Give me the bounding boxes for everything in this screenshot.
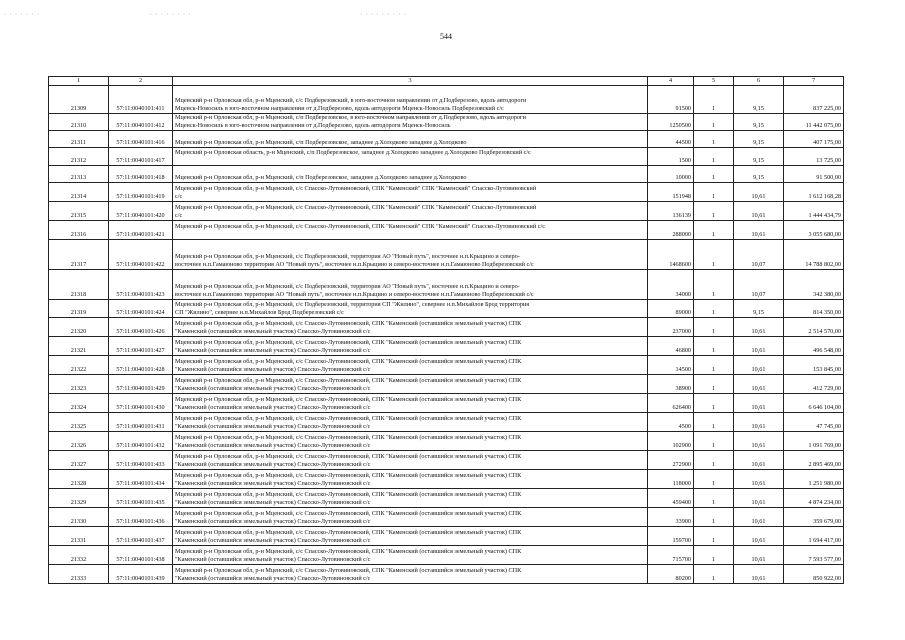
cadastral-number: 57:11:0040101:439 — [109, 565, 173, 584]
cadastral-number: 57:11:0040101:420 — [109, 202, 173, 221]
parcel-number: 21331 — [49, 527, 109, 546]
parcel-address — [173, 375, 648, 394]
parcel-address — [173, 565, 648, 584]
table-header-row — [49, 77, 844, 86]
parcel-address — [173, 470, 648, 489]
cadastral-number: 57:11:0040101:424 — [109, 300, 173, 318]
scan-noise-mid: · · · · · · · · — [150, 12, 192, 18]
parcel-number: 21326 — [49, 432, 109, 451]
parcel-number: 21313 — [49, 166, 109, 183]
address-line-2: "Каменский (оставшийся земельный участок) Спасско-Лутовиновский с/с — [175, 537, 371, 544]
parcel-address — [173, 527, 648, 546]
parcel-number: 21310 — [49, 114, 109, 131]
parcel-address — [173, 489, 648, 508]
cadastral-value: 4 874 234,00 — [784, 489, 844, 508]
parcel-count: 1 — [694, 148, 734, 166]
address-line-2: "Каменский (оставшийся земельный участок) Спасско-Лутовиновский с/с — [175, 385, 371, 392]
parcel-address — [173, 432, 648, 451]
table-row — [49, 394, 844, 413]
address-line-1: Мценский р-н Орловская обл, р-н Мценский, с/с Спасско-Лутовиновский, СПК "Каменский (оставшийся земельный участок) СПК — [175, 548, 522, 555]
parcel-address — [173, 240, 648, 270]
cadastral-rate: 10,61 — [734, 202, 784, 221]
cadastral-value: 153 845,00 — [784, 356, 844, 375]
address-line-2: восточнее н.п.Гамаюново территория АО "Новый путь", восточнее н.п.Крыцино и северо-восточнее н.п.Гамаюново Подберезовский с/с — [175, 291, 534, 298]
parcel-address — [173, 451, 648, 470]
cadastral-rate: 10,61 — [734, 470, 784, 489]
parcel-number: 21327 — [49, 451, 109, 470]
cadastral-value: 1 251 980,00 — [784, 470, 844, 489]
column-header: 2 — [109, 77, 173, 86]
address-line-2: "Каменский (оставшийся земельный участок) Спасско-Лутовиновский с/с — [175, 556, 371, 563]
address-line-1: Мценский р-н Орловская обл, р-н Мценский, с/с Спасско-Лутовиновский, СПК "Каменский (оставшийся земельный участок) СПК — [175, 567, 522, 574]
column-header: 6 — [734, 77, 784, 86]
address-line-1: Мценский р-н Орловская обл, р-н Мценский, с/с Спасско-Лутовиновский, СПК "Каменский (оставшийся земельный участок) СПК — [175, 529, 522, 536]
cadastral-rate: 10,07 — [734, 240, 784, 270]
address-line-2 — [175, 157, 645, 165]
parcel-area: 715700 — [648, 546, 694, 565]
address-line-1: Мценский р-н Орловская обл, р-н Мценский, с/с Спасско-Лутовиновский, СПК "Каменский (оставшийся земельный участок) СПК — [175, 434, 522, 441]
parcel-address — [173, 114, 648, 131]
address-line-1: Мценский р-н Орловская обл, р-н Мценский, с/с Спасско-Лутовиновский, СПК "Каменский (оставшийся земельный участок) СПК — [175, 339, 522, 346]
cadastral-rate: 10,61 — [734, 565, 784, 584]
cadastral-value: 11 442 075,00 — [784, 114, 844, 131]
parcel-number: 21330 — [49, 508, 109, 527]
parcel-count: 1 — [694, 337, 734, 356]
parcel-number: 21309 — [49, 86, 109, 114]
address-line-1: Мценский р-н Орловская обл, р-н Мценский, с/с Спасско-Лутовиновский, СПК "Каменский (оставшийся земельный участок) СПК — [175, 453, 522, 460]
address-line-1 — [175, 131, 645, 139]
parcel-address — [173, 413, 648, 432]
address-line-1: Мценский р-н Орловская область, р-н Мценский, с/п Подберезовское, западнее д.Холодково западнее д.Холодково Подберезовский с/с — [175, 149, 531, 156]
cadastral-number: 57:11:0040101:434 — [109, 470, 173, 489]
cadastral-number: 57:11:0040101:437 — [109, 527, 173, 546]
parcel-count: 1 — [694, 546, 734, 565]
parcel-number: 21325 — [49, 413, 109, 432]
parcel-address — [173, 86, 648, 114]
cadastral-value: 2 514 570,00 — [784, 318, 844, 337]
parcel-count: 1 — [694, 394, 734, 413]
parcel-area: 288000 — [648, 221, 694, 240]
parcel-area: 38900 — [648, 375, 694, 394]
address-line-2: "Каменский (оставшийся земельный участок) Спасско-Лутовиновский с/с — [175, 499, 371, 506]
parcel-address — [173, 166, 648, 183]
cadastral-rate: 9,15 — [734, 86, 784, 114]
cadastral-value: 1 612 168,28 — [784, 183, 844, 202]
address-line-2 — [175, 231, 645, 239]
cadastral-rate: 10,61 — [734, 356, 784, 375]
table-row — [49, 489, 844, 508]
parcel-count: 1 — [694, 489, 734, 508]
table-row — [49, 166, 844, 183]
cadastral-number: 57:11:0040101:427 — [109, 337, 173, 356]
address-line-2: "Каменский (оставшийся земельный участок) Спасско-Лутовиновский с/с — [175, 328, 371, 335]
column-header: 3 — [173, 77, 648, 86]
land-parcels-table — [48, 76, 844, 584]
address-line-1: Мценский р-н Орловская обл, р-н Мценский, с/с Спасско-Лутовиновский, СПК "Каменский (оставшийся земельный участок) СПК — [175, 358, 522, 365]
cadastral-value: 1 444 434,79 — [784, 202, 844, 221]
table-row — [49, 375, 844, 394]
cadastral-value: 2 895 469,00 — [784, 451, 844, 470]
parcel-count: 1 — [694, 356, 734, 375]
parcel-number: 21321 — [49, 337, 109, 356]
parcel-number: 21319 — [49, 300, 109, 318]
cadastral-number: 57:11:0040101:418 — [109, 166, 173, 183]
address-line-1: Мценский р-н Орловская обл, р-н Мценский, с/с Спасско-Лутовиновский, СПК "Каменский (оставшийся земельный участок) СПК — [175, 415, 522, 422]
cadastral-value: 850 922,00 — [784, 565, 844, 584]
table-row — [49, 413, 844, 432]
parcel-count: 1 — [694, 527, 734, 546]
address-line-2: Мценский р-н Орловская обл, р-н Мценский, с/п Подберезовское, западнее д.Холодково западнее д.Холодково — [175, 174, 467, 181]
parcel-area: 91500 — [648, 86, 694, 114]
parcel-count: 1 — [694, 375, 734, 394]
parcel-number: 21322 — [49, 356, 109, 375]
address-line-2: "Каменский (оставшийся земельный участок) Спасско-Лутовиновский с/с — [175, 461, 371, 468]
parcel-number: 21317 — [49, 240, 109, 270]
cadastral-number: 57:11:0040101:436 — [109, 508, 173, 527]
cadastral-rate: 9,15 — [734, 131, 784, 148]
address-line-2: "Каменский (оставшийся земельный участок) Спасско-Лутовиновский с/с — [175, 575, 371, 582]
parcel-count: 1 — [694, 432, 734, 451]
parcel-number: 21315 — [49, 202, 109, 221]
cadastral-rate: 9,15 — [734, 114, 784, 131]
parcel-area: 46800 — [648, 337, 694, 356]
cadastral-rate: 10,61 — [734, 183, 784, 202]
parcel-number: 21333 — [49, 565, 109, 584]
column-header: 1 — [49, 77, 109, 86]
cadastral-value: 359 679,00 — [784, 508, 844, 527]
table-row — [49, 300, 844, 318]
parcel-count: 1 — [694, 183, 734, 202]
address-line-1: Мценский р-н Орловская обл, р-н Мценский, с/с Подберезовский, территория АО "Новый путь", восточнее н.п.Крыцино и северо- — [175, 283, 520, 290]
parcel-count: 1 — [694, 451, 734, 470]
cadastral-rate: 10,61 — [734, 546, 784, 565]
parcel-number: 21320 — [49, 318, 109, 337]
address-line-2: СП "Жилино", севернее н.п.Михайлов Брод Подберезовский с/с — [175, 309, 344, 316]
address-line-1: Мценский р-н Орловская обл, р-н Мценский, с/с Спасско-Лутовиновский, СПК "Каменский (оставшийся земельный участок) СПК — [175, 491, 522, 498]
cadastral-number: 57:11:0040101:430 — [109, 394, 173, 413]
cadastral-value: 14 788 802,00 — [784, 240, 844, 270]
cadastral-number: 57:11:0040101:417 — [109, 148, 173, 166]
table-row — [49, 546, 844, 565]
parcel-count: 1 — [694, 202, 734, 221]
cadastral-rate: 10,61 — [734, 337, 784, 356]
parcel-count: 1 — [694, 508, 734, 527]
table-row — [49, 183, 844, 202]
cadastral-value: 47 745,00 — [784, 413, 844, 432]
address-line-1: Мценский р-н Орловская обл, р-н Мценский, с/с Спасско-Лутовиновский, СПК "Каменский" СПК "Каменский" Спасско-Лутовиновский — [175, 185, 537, 192]
address-line-2: "Каменский (оставшийся земельный участок) Спасско-Лутовиновский с/с — [175, 347, 371, 354]
parcel-address — [173, 546, 648, 565]
table-row — [49, 356, 844, 375]
cadastral-value: 3 055 680,00 — [784, 221, 844, 240]
cadastral-rate: 10,61 — [734, 318, 784, 337]
parcel-area: 14500 — [648, 356, 694, 375]
parcel-count: 1 — [694, 565, 734, 584]
table-row — [49, 114, 844, 131]
cadastral-value: 837 225,00 — [784, 86, 844, 114]
address-line-2: восточнее н.п.Гамаюново территория АО "Новый путь", восточнее н.п.Крыцино и северо-восточнее н.п.Гамаюново Подберезовский с/с — [175, 261, 534, 268]
scan-noise-left: · · · · · · · — [4, 12, 40, 18]
address-line-1: Мценский р-н Орловская обл, р-н Мценский, с/с Подберезовский, территория СП "Жилино", севернее н.п.Михайлов Брод территория — [175, 301, 530, 308]
cadastral-rate: 9,15 — [734, 166, 784, 183]
address-line-1: Мценский р-н Орловская обл, р-н Мценский, с/с Подберезовский, территория АО "Новый путь", восточнее н.п.Крыцино и северо- — [175, 253, 520, 260]
table-row — [49, 131, 844, 148]
parcel-count: 1 — [694, 413, 734, 432]
address-line-2: "Каменский (оставшийся земельный участок) Спасско-Лутовиновский с/с — [175, 480, 371, 487]
parcel-number: 21311 — [49, 131, 109, 148]
cadastral-rate: 10,61 — [734, 451, 784, 470]
parcel-count: 1 — [694, 300, 734, 318]
column-header: 4 — [648, 77, 694, 86]
table-row — [49, 240, 844, 270]
cadastral-number: 57:11:0040101:432 — [109, 432, 173, 451]
parcel-area: 34000 — [648, 270, 694, 300]
parcel-area: 118000 — [648, 470, 694, 489]
address-line-2: "Каменский (оставшийся земельный участок) Спасско-Лутовиновский с/с — [175, 518, 371, 525]
table-row — [49, 337, 844, 356]
parcel-count: 1 — [694, 114, 734, 131]
parcel-area: 33900 — [648, 508, 694, 527]
parcel-address — [173, 337, 648, 356]
parcel-address — [173, 318, 648, 337]
address-line-2: с/с — [175, 193, 183, 200]
address-line-1: Мценский р-н Орловская обл, р-н Мценский, с/с Спасско-Лутовиновский, СПК "Каменский" СПК "Каменский" Спасско-Лутовиновский — [175, 204, 537, 211]
parcel-address — [173, 148, 648, 166]
parcel-area: 1250500 — [648, 114, 694, 131]
cadastral-number: 57:11:0040101:429 — [109, 375, 173, 394]
cadastral-value: 1 694 417,00 — [784, 527, 844, 546]
address-line-1: Мценский р-н Орловская обл, р-н Мценский, с/с Спасско-Лутовиновский, СПК "Каменский" СПК "Каменский" Спасско-Лутовиновский с/с — [175, 223, 545, 230]
parcel-area: 237000 — [648, 318, 694, 337]
table-row — [49, 86, 844, 114]
cadastral-number: 57:11:0040101:412 — [109, 114, 173, 131]
cadastral-number: 57:11:0040101:419 — [109, 183, 173, 202]
table-row — [49, 432, 844, 451]
parcel-count: 1 — [694, 131, 734, 148]
table-row — [49, 565, 844, 584]
cadastral-value: 13 725,00 — [784, 148, 844, 166]
parcel-count: 1 — [694, 318, 734, 337]
parcel-area: 459400 — [648, 489, 694, 508]
cadastral-value: 342 380,00 — [784, 270, 844, 300]
parcel-area: 1500 — [648, 148, 694, 166]
parcel-address — [173, 183, 648, 202]
address-line-2: Мценск-Новосиль в юго-восточном направлении от д.Подберезово, вдоль автодороги Мценск-Новосиль Подберезовский с/с — [175, 105, 504, 112]
cadastral-number: 57:11:0040101:435 — [109, 489, 173, 508]
cadastral-value: 412 729,00 — [784, 375, 844, 394]
table-row — [49, 221, 844, 240]
parcel-count: 1 — [694, 470, 734, 489]
cadastral-rate: 10,61 — [734, 413, 784, 432]
parcel-area: 89000 — [648, 300, 694, 318]
cadastral-value: 814 350,00 — [784, 300, 844, 318]
table-row — [49, 148, 844, 166]
parcel-address — [173, 300, 648, 318]
cadastral-number: 57:11:0040101:416 — [109, 131, 173, 148]
parcel-area: 4500 — [648, 413, 694, 432]
parcel-count: 1 — [694, 270, 734, 300]
address-line-1: Мценский р-н Орловская обл, р-н Мценский, с/с Спасско-Лутовиновский, СПК "Каменский (оставшийся земельный участок) СПК — [175, 320, 522, 327]
parcel-area: 10000 — [648, 166, 694, 183]
address-line-1: Мценский р-н Орловская обл, р-н Мценский, с/п Подберезовское, в юго-восточном направлении от д.Подберезово, вдоль автодороги — [175, 114, 526, 121]
cadastral-number: 57:11:0040101:428 — [109, 356, 173, 375]
column-header: 5 — [694, 77, 734, 86]
cadastral-value: 7 593 577,00 — [784, 546, 844, 565]
cadastral-number: 57:11:0040101:423 — [109, 270, 173, 300]
parcel-area: 44500 — [648, 131, 694, 148]
parcel-count: 1 — [694, 166, 734, 183]
address-line-2: Мценск-Новосиль в юго-восточном направлении от д.Подберезово, вдоль автодороги Мценск-Новосиль — [175, 122, 451, 129]
parcel-number: 21316 — [49, 221, 109, 240]
cadastral-number: 57:11:0040101:431 — [109, 413, 173, 432]
parcel-area: 102900 — [648, 432, 694, 451]
table-row — [49, 508, 844, 527]
cadastral-rate: 10,61 — [734, 394, 784, 413]
parcel-number: 21332 — [49, 546, 109, 565]
table-row — [49, 318, 844, 337]
address-line-2: "Каменский (оставшийся земельный участок) Спасско-Лутовиновский с/с — [175, 404, 371, 411]
cadastral-number: 57:11:0040101:411 — [109, 86, 173, 114]
page-number: 544 — [440, 32, 452, 41]
cadastral-value: 6 646 104,00 — [784, 394, 844, 413]
address-line-1: Мценский р-н Орловская обл, р-н Мценский, с/с Спасско-Лутовиновский, СПК "Каменский (оставшийся земельный участок) СПК — [175, 472, 522, 479]
table-row — [49, 527, 844, 546]
cadastral-value: 91 500,00 — [784, 166, 844, 183]
address-line-2: "Каменский (оставшийся земельный участок) Спасско-Лутовиновский с/с — [175, 366, 371, 373]
parcel-number: 21312 — [49, 148, 109, 166]
parcel-area: 272900 — [648, 451, 694, 470]
parcel-count: 1 — [694, 86, 734, 114]
parcel-number: 21324 — [49, 394, 109, 413]
cadastral-rate: 10,61 — [734, 221, 784, 240]
cadastral-rate: 10,07 — [734, 270, 784, 300]
address-line-1 — [175, 166, 645, 174]
parcel-address — [173, 131, 648, 148]
address-line-1: Мценский р-н Орловская обл, р-н Мценский, с/с Спасско-Лутовиновский, СПК "Каменский (оставшийся земельный участок) СПК — [175, 510, 522, 517]
address-line-2: "Каменский (оставшийся земельный участок) Спасско-Лутовиновский с/с — [175, 442, 371, 449]
parcel-area: 80200 — [648, 565, 694, 584]
cadastral-value: 407 175,00 — [784, 131, 844, 148]
cadastral-rate: 9,15 — [734, 300, 784, 318]
parcel-number: 21323 — [49, 375, 109, 394]
column-header: 7 — [784, 77, 844, 86]
cadastral-number: 57:11:0040101:422 — [109, 240, 173, 270]
cadastral-rate: 10,61 — [734, 489, 784, 508]
cadastral-value: 1 091 769,00 — [784, 432, 844, 451]
parcel-area: 1468600 — [648, 240, 694, 270]
parcel-number: 21318 — [49, 270, 109, 300]
parcel-count: 1 — [694, 221, 734, 240]
cadastral-rate: 9,15 — [734, 148, 784, 166]
address-line-2: Мценский р-н Орловская обл, р-н Мценский, с/п Подберезовское, западнее д.Холодково западнее д.Холодково — [175, 139, 467, 146]
table-row — [49, 470, 844, 489]
parcel-area: 136139 — [648, 202, 694, 221]
parcel-address — [173, 202, 648, 221]
address-line-1: Мценский р-н Орловская обл, р-н Мценский, с/с Спасско-Лутовиновский, СПК "Каменский (оставшийся земельный участок) СПК — [175, 377, 522, 384]
cadastral-number: 57:11:0040101:426 — [109, 318, 173, 337]
address-line-2: с/с — [175, 212, 183, 219]
parcel-area: 626400 — [648, 394, 694, 413]
parcel-address — [173, 221, 648, 240]
cadastral-number: 57:11:0040101:421 — [109, 221, 173, 240]
parcel-number: 21328 — [49, 470, 109, 489]
cadastral-rate: 10,61 — [734, 375, 784, 394]
parcel-address — [173, 508, 648, 527]
cadastral-value: 496 548,00 — [784, 337, 844, 356]
table-row — [49, 270, 844, 300]
parcel-number: 21314 — [49, 183, 109, 202]
parcel-area: 159700 — [648, 527, 694, 546]
table-row — [49, 451, 844, 470]
parcel-area: 151948 — [648, 183, 694, 202]
cadastral-rate: 10,61 — [734, 508, 784, 527]
cadastral-number: 57:11:0040101:433 — [109, 451, 173, 470]
address-line-1: Мценский р-н Орловская обл, р-н Мценский, с/с Подберезовский, в юго-восточном направлении от д.Подберезово, вдоль автодороги — [175, 97, 527, 104]
parcel-address — [173, 270, 648, 300]
address-line-1: Мценский р-н Орловская обл, р-н Мценский, с/с Спасско-Лутовиновский, СПК "Каменский (оставшийся земельный участок) СПК — [175, 396, 522, 403]
cadastral-number: 57:11:0040101:438 — [109, 546, 173, 565]
scan-noise-right: · · · · · · · · · — [360, 12, 407, 18]
parcel-address — [173, 394, 648, 413]
cadastral-rate: 10,61 — [734, 432, 784, 451]
table-row — [49, 202, 844, 221]
cadastral-rate: 10,61 — [734, 527, 784, 546]
parcel-number: 21329 — [49, 489, 109, 508]
address-line-2: "Каменский (оставшийся земельный участок) Спасско-Лутовиновский с/с — [175, 423, 371, 430]
parcel-count: 1 — [694, 240, 734, 270]
parcel-address — [173, 356, 648, 375]
